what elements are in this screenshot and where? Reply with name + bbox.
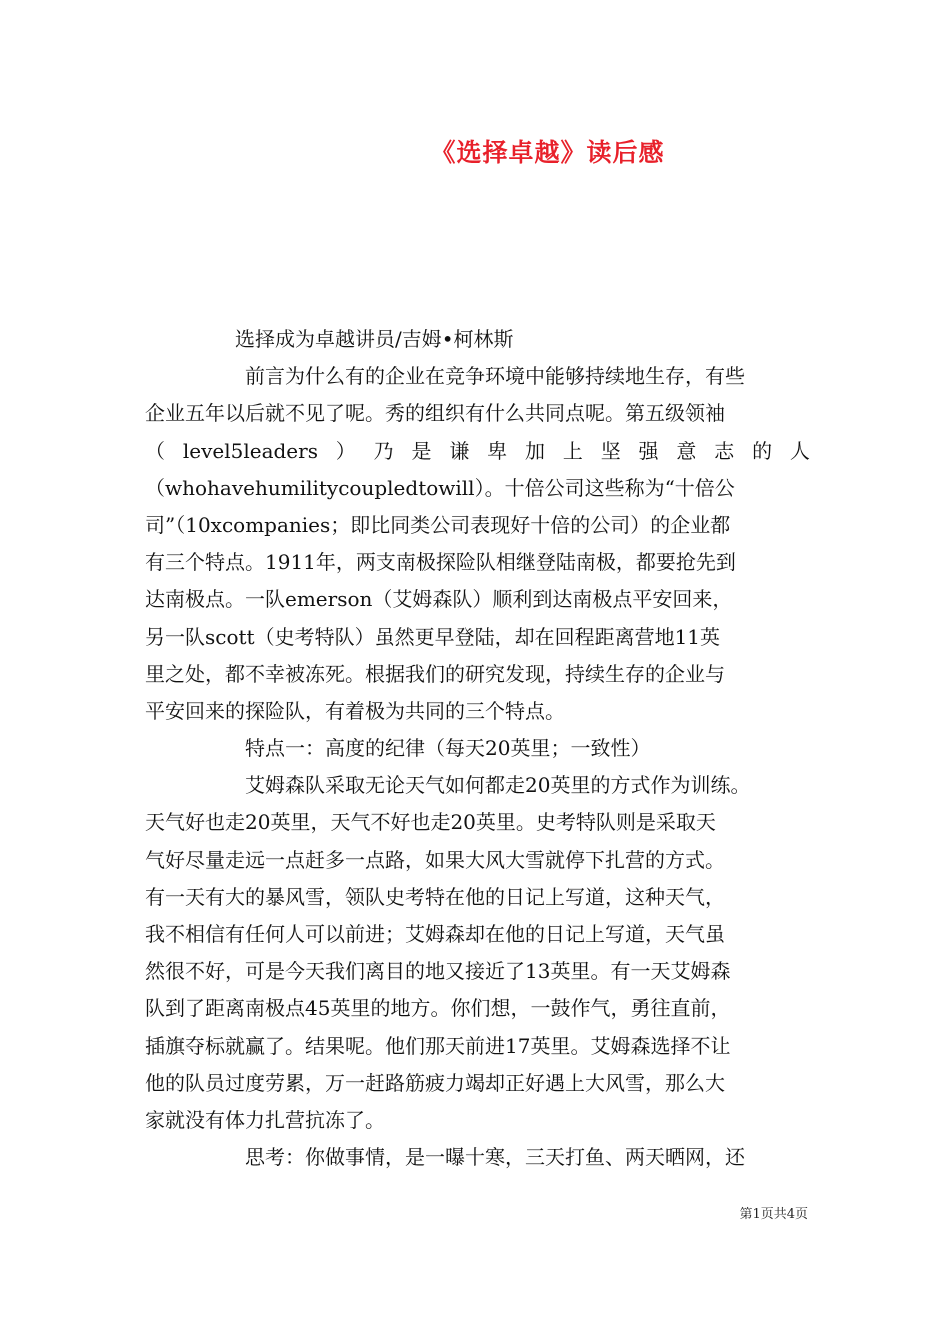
paragraph-line: 企业五年以后就不见了呢。秀的组织有什么共同点呢。第五级领袖: [145, 401, 725, 426]
paragraph-line: 前言为什么有的企业在竞争环境中能够持续地生存，有些: [245, 364, 745, 389]
justified-token: ）: [335, 438, 356, 463]
justified-token: 上: [562, 438, 583, 463]
justified-token: 是: [411, 438, 432, 463]
paragraph-line: 里之处，都不幸被冻死。根据我们的研究发现，持续生存的企业与: [145, 661, 725, 686]
justified-token: 卑: [487, 438, 508, 463]
page-number: 第1页共4页: [739, 1207, 808, 1222]
justified-token: 志: [714, 438, 735, 463]
justified-token: 坚: [600, 438, 621, 463]
paragraph-line: 艾姆森队采取无论天气如何都走20英里的方式作为训练。: [245, 773, 751, 798]
paragraph-line: 插旗夺标就赢了。结果呢。他们那天前进17英里。艾姆森选择不让: [145, 1033, 731, 1058]
paragraph-line: （whohavehumilitycoupledtowill）。十倍公司这些称为“十倍公: [145, 475, 735, 500]
paragraph-line: 有一天有大的暴风雪，领队史考特在他的日记上写道，这种天气，: [145, 884, 725, 909]
document-body: [145, 321, 810, 1176]
paragraph-line: 家就没有体力扎营抗冻了。: [145, 1107, 385, 1132]
justified-token: （: [145, 438, 165, 463]
paragraph-line: 达南极点。一队emerson（艾姆森队）顺利到达南极点平安回来，: [145, 587, 733, 612]
paragraph-line: 思考：你做事情，是一曝十寒，三天打鱼、两天晒网，还: [245, 1145, 745, 1170]
paragraph-line: 我不相信有任何人可以前进；艾姆森却在他的日记上写道，天气虽: [145, 922, 725, 946]
justified-token: 加: [525, 438, 546, 463]
justified-line: [145, 433, 810, 470]
section-heading: 特点一：高度的纪律（每天20英里；一致性）: [245, 736, 651, 761]
justified-token: level5leaders: [182, 438, 318, 463]
paragraph-line: 另一队scott（史考特队）虽然更早登陆，却在回程距离营地11英: [145, 624, 721, 649]
author-line: 选择成为卓越讲员/吉姆•柯林斯: [235, 327, 514, 351]
justified-token: 乃: [373, 438, 394, 463]
paragraph-line: 队到了距离南极点45英里的地方。你们想，一鼓作气，勇往直前，: [145, 996, 731, 1021]
paragraph-line: 气好尽量走远一点赶多一点路，如果大风大雪就停下扎营的方式。: [145, 847, 725, 872]
paragraph-line: 然很不好，可是今天我们离目的地又接近了13英里。有一天艾姆森: [145, 959, 731, 984]
justified-token: 强: [638, 438, 659, 463]
justified-token: 的: [752, 438, 773, 463]
paragraph-line: 平安回来的探险队，有着极为共同的三个特点。: [145, 698, 565, 723]
paragraph-line: 他的队员过度劳累，万一赶路筋疲力竭却正好遇上大风雪，那么大: [145, 1070, 725, 1095]
paragraph-line: 天气好也走20英里，天气不好也走20英里。史考特队则是采取天: [145, 810, 716, 835]
paragraph-line: 有三个特点。1911年，两支南极探险队相继登陆南极，都要抢先到: [145, 550, 736, 575]
justified-token: 人: [789, 438, 810, 463]
document-title: 《选择卓越》读后感: [430, 138, 665, 167]
justified-token: 意: [676, 438, 697, 463]
paragraph-line: 司”（10xcompanies；即比同类公司表现好十倍的公司）的企业都: [145, 512, 731, 537]
justified-token: 谦: [449, 438, 470, 463]
